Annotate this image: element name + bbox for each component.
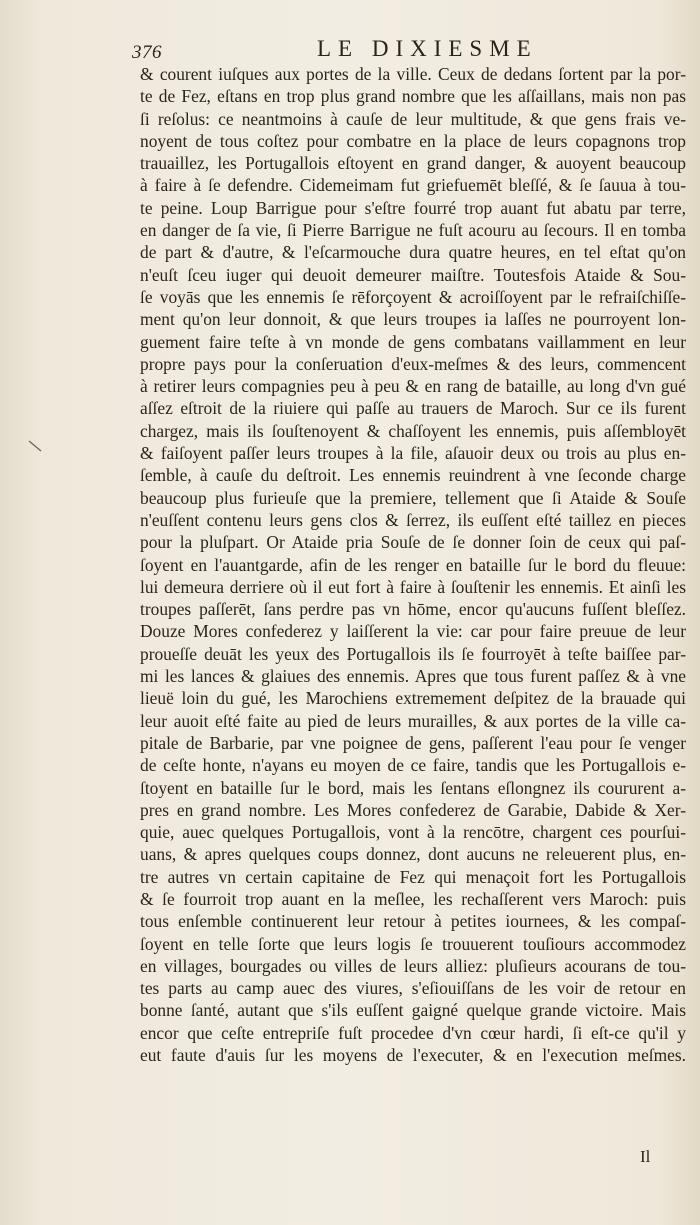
text-line: en danger de ſa vie, ſi Pierre Barrigue ne fuſt acouru au ſecours. Il en tomba: [140, 220, 686, 241]
running-title: LE DIXIESME: [317, 36, 538, 61]
text-line: à faire à ſe defendre. Cidemeimam fut griefuemēt bleſſé, & ſe ſauua à tou-: [140, 175, 686, 196]
text-line: de ceſte honte, n'ayans eu moyen de ce faire, tandis que les Portugallois e-: [140, 755, 686, 776]
text-line: chargez, mais ils ſouſtenoyent & chaſſoyent les ennemis, puis aſſembloyēt: [140, 420, 686, 441]
text-line: beaucoup plus furieuſe que la premiere, tellement que ſi Ataide & Souſe: [140, 487, 686, 508]
text-line: ſe voyās que les ennemis ſe rēforçoyent & acroiſſoyent par le refraiſchiſſe-: [140, 286, 686, 307]
text-line: trauaillez, les Portugallois eſtoyent en grand danger, & auoyent beaucoup: [140, 153, 686, 174]
text-line: & courent iuſques aux portes de la ville. Ceux de dedans ſortent par la por-: [140, 64, 686, 84]
text-line: quie, auec quelques Portugallois, vont à la rencōtre, chargent ces pourſui-: [140, 822, 686, 843]
text-line: lieuë loin du gué, les Marochiens extremement deſpitez de la brauade qui: [140, 688, 686, 709]
text-line: n'euſſent contenu leurs gens clos & ſerrez, ils euſſent eſté taillez en pieces: [140, 509, 686, 530]
text-line: ſi reſolus: ce neantmoins à cauſe de leur multitude, & que gens frais ve-: [140, 108, 686, 129]
page-header: [132, 36, 572, 66]
text-line: propre pays pour la conſeruation d'eux-meſmes & des leurs, commencent: [140, 353, 686, 374]
text-line: tous enſemble continuerent leur retour à petites iournees, & les compaſ-: [140, 911, 686, 932]
text-line: uans, & apres quelques coups donnez, dont aucuns ne releuerent plus, en-: [140, 844, 686, 865]
text-line: eut faute d'auis ſur les moyens de l'executer, & en l'execution meſmes.: [140, 1045, 686, 1066]
body-text: [140, 63, 686, 1066]
text-line: & ſe fourroit trop auant en la meſlee, les rechaſſerent vers Maroch: puis: [140, 888, 686, 909]
text-line: pour la pluſpart. Or Ataide pria Souſe de ſe donner ſoin de ceux qui paſ-: [140, 532, 686, 553]
text-line: & faiſoyent paſſer leurs troupes à la file, aſauoir deux ou trois au plus en-: [140, 443, 686, 464]
text-line: de part & d'autre, & l'eſcarmouche dura quatre heures, en tel eſtat qu'on: [140, 242, 686, 263]
text-line: troupes paſſerēt, ſans perdre pas vn hōme, encor qu'aucuns fuſſent bleſſez.: [140, 599, 686, 620]
text-line: aſſez eſtroit de la riuiere qui paſſe au trauers de Maroch. Sur ce ils furent: [140, 398, 686, 419]
text-line: pitale de Barbarie, par vne poignee de gens, paſſerent l'eau pour ſe venger: [140, 732, 686, 753]
text-line: leur auoit eſté faite au pied de leurs murailles, & aux portes de la ville ca-: [140, 710, 686, 731]
text-line: mi les lances & glaiues des ennemis. Apres que tous furent paſſez & à vne: [140, 666, 686, 687]
text-line: guement faire teſte à vn monde de gens combatans vaillamment en leur: [140, 331, 686, 352]
text-line: tre autres vn certain capitaine de Fez qui menaçoit fort les Portugallois: [140, 866, 686, 887]
page-number: 376: [132, 42, 162, 63]
text-line: ſtoyent en bataille ſur le bord, mais les ſentans eſlongnez ils coururent a-: [140, 777, 686, 798]
text-line: ſemble, à cauſe du deſtroit. Les ennemis reuindrent à vne ſeconde charge: [140, 465, 686, 486]
text-line: n'euſt ſceu iuger qui deuoit demeurer maiſtre. Toutesfois Ataide & Sou-: [140, 264, 686, 285]
text-line: te peine. Loup Barrigue pour s'eſtre fourré trop auant fut abatu par terre,: [140, 197, 686, 218]
text-line: te de Fez, eſtans en trop plus grand nombre que les aſſaillans, mais non pas: [140, 86, 686, 107]
text-line: à retirer leurs compagnies peu à peu & en rang de bataille, au long d'vn gué: [140, 376, 686, 397]
catchword: Il: [640, 1147, 651, 1166]
text-line: lui demeura derriere où il eut fort à faire à ſouſtenir les ennemis. Et ainſi les: [140, 576, 686, 597]
text-line: Douze Mores confederez y laiſſerent la vie: car pour faire preuue de leur: [140, 621, 686, 642]
text-line: ſoyent en telle ſorte que leurs logis ſe trouuerent touſiours accommodez: [140, 933, 686, 954]
text-line: en villages, bourgades ou villes de leurs alliez: pluſieurs acourans de tou-: [140, 955, 686, 976]
text-line: pres en grand nombre. Les Mores confederez de Garabie, Dabide & Xer-: [140, 799, 686, 820]
text-line: encor que ceſte entrepriſe fuſt procedee d'vn cœur hardi, ſi eſt-ce qu'il y: [140, 1022, 686, 1043]
margin-mark-icon: [28, 440, 42, 452]
text-line: ment qu'on leur donnoit, & que leurs troupes ia laſſes ne pourroyent lon-: [140, 309, 686, 330]
text-line: tes parts au camp auec des viures, s'eſiouiſſans de les voir de retour en: [140, 978, 686, 999]
text-line: noyent de tous coſtez pour combatre en la place de leurs copagnons trop: [140, 130, 686, 151]
text-line: proueſſe deuāt les yeux des Portugallois ils ſe fourroyēt à teſte baiſſee par-: [140, 643, 686, 664]
text-line: bonne ſanté, autant que s'ils euſſent gaigné quelque grande victoire. Mais: [140, 1000, 686, 1021]
text-line: ſoyent en l'auantgarde, afin de les renger en bataille ſur le bord du fleuue:: [140, 554, 686, 575]
